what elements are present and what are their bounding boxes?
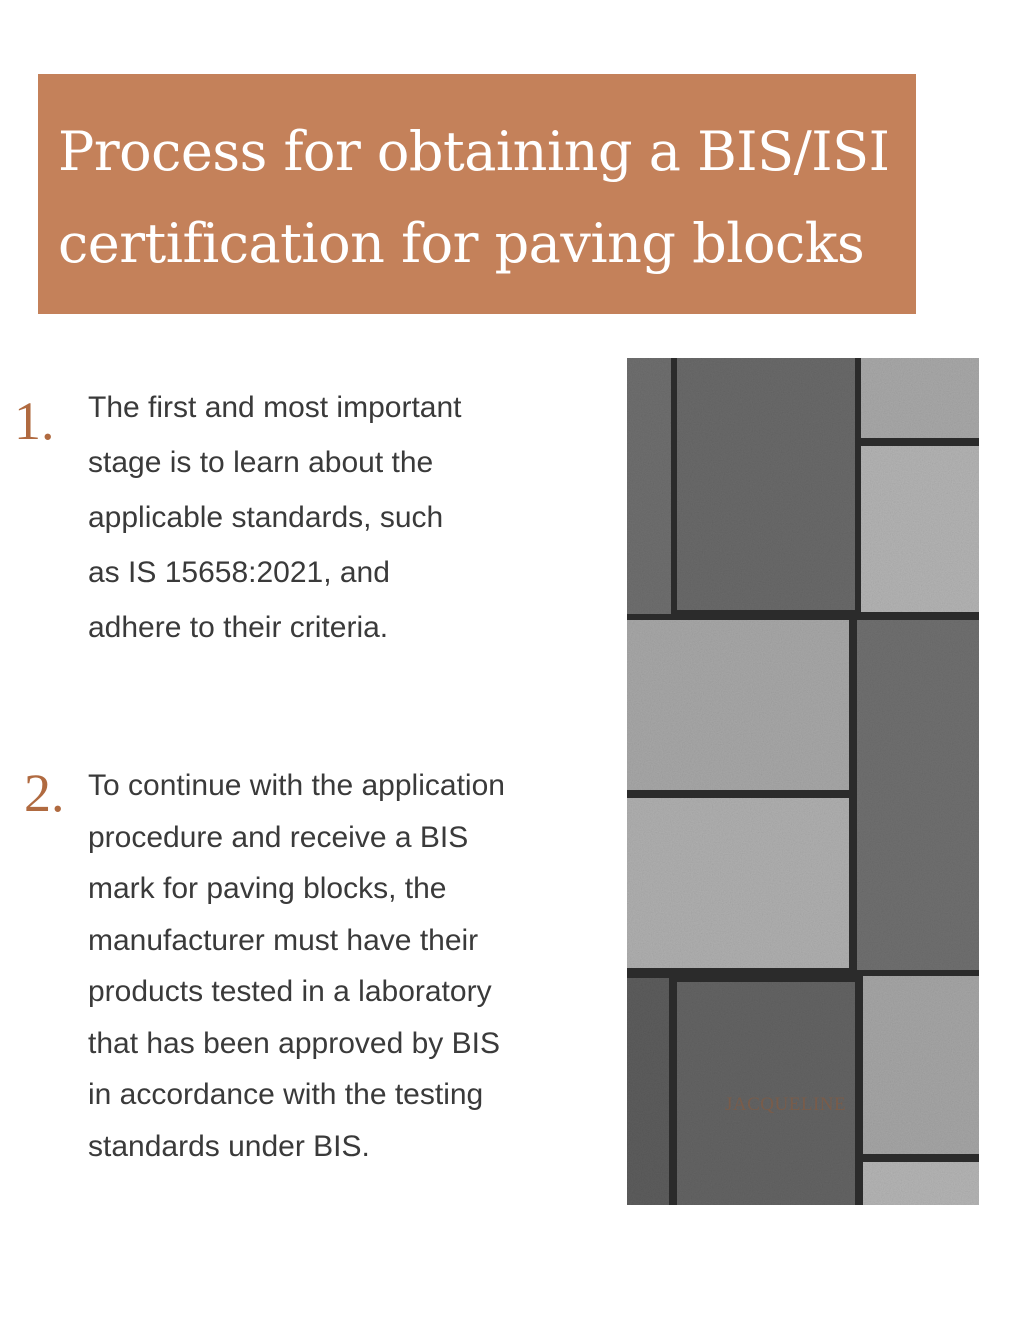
step-text: The first and most important stage is to learn about the applicable standards, such as IS 15658:2021, and adhere to their criteria.: [88, 391, 462, 644]
paving-block: [861, 446, 979, 612]
paving-block: [677, 358, 855, 610]
page-title: [58, 106, 896, 290]
title-line-2: certification for paving blocks: [58, 212, 865, 275]
title-banner: [38, 74, 916, 314]
step-number: 1.: [14, 391, 55, 451]
paving-block: [627, 358, 671, 614]
title-line-1: Process for obtaining a BIS/ISI: [58, 120, 890, 183]
paving-block: [863, 976, 979, 1154]
paving-block: [861, 358, 979, 438]
paving-block: [627, 798, 849, 968]
step-number: 2.: [24, 763, 65, 823]
paving-block: [627, 620, 849, 790]
watermark-text: JACQUELINE: [725, 1094, 847, 1115]
paving-block: [857, 620, 979, 970]
paving-blocks-photo: [627, 358, 979, 1205]
step-text: To continue with the application procedure and receive a BIS mark for paving blocks, the manufacturer must have their products tested in a laboratory that has been approved by BIS in accordance with the testing standards under BIS.: [88, 769, 505, 1163]
paving-block: [863, 1162, 979, 1205]
paving-block: [627, 978, 669, 1205]
